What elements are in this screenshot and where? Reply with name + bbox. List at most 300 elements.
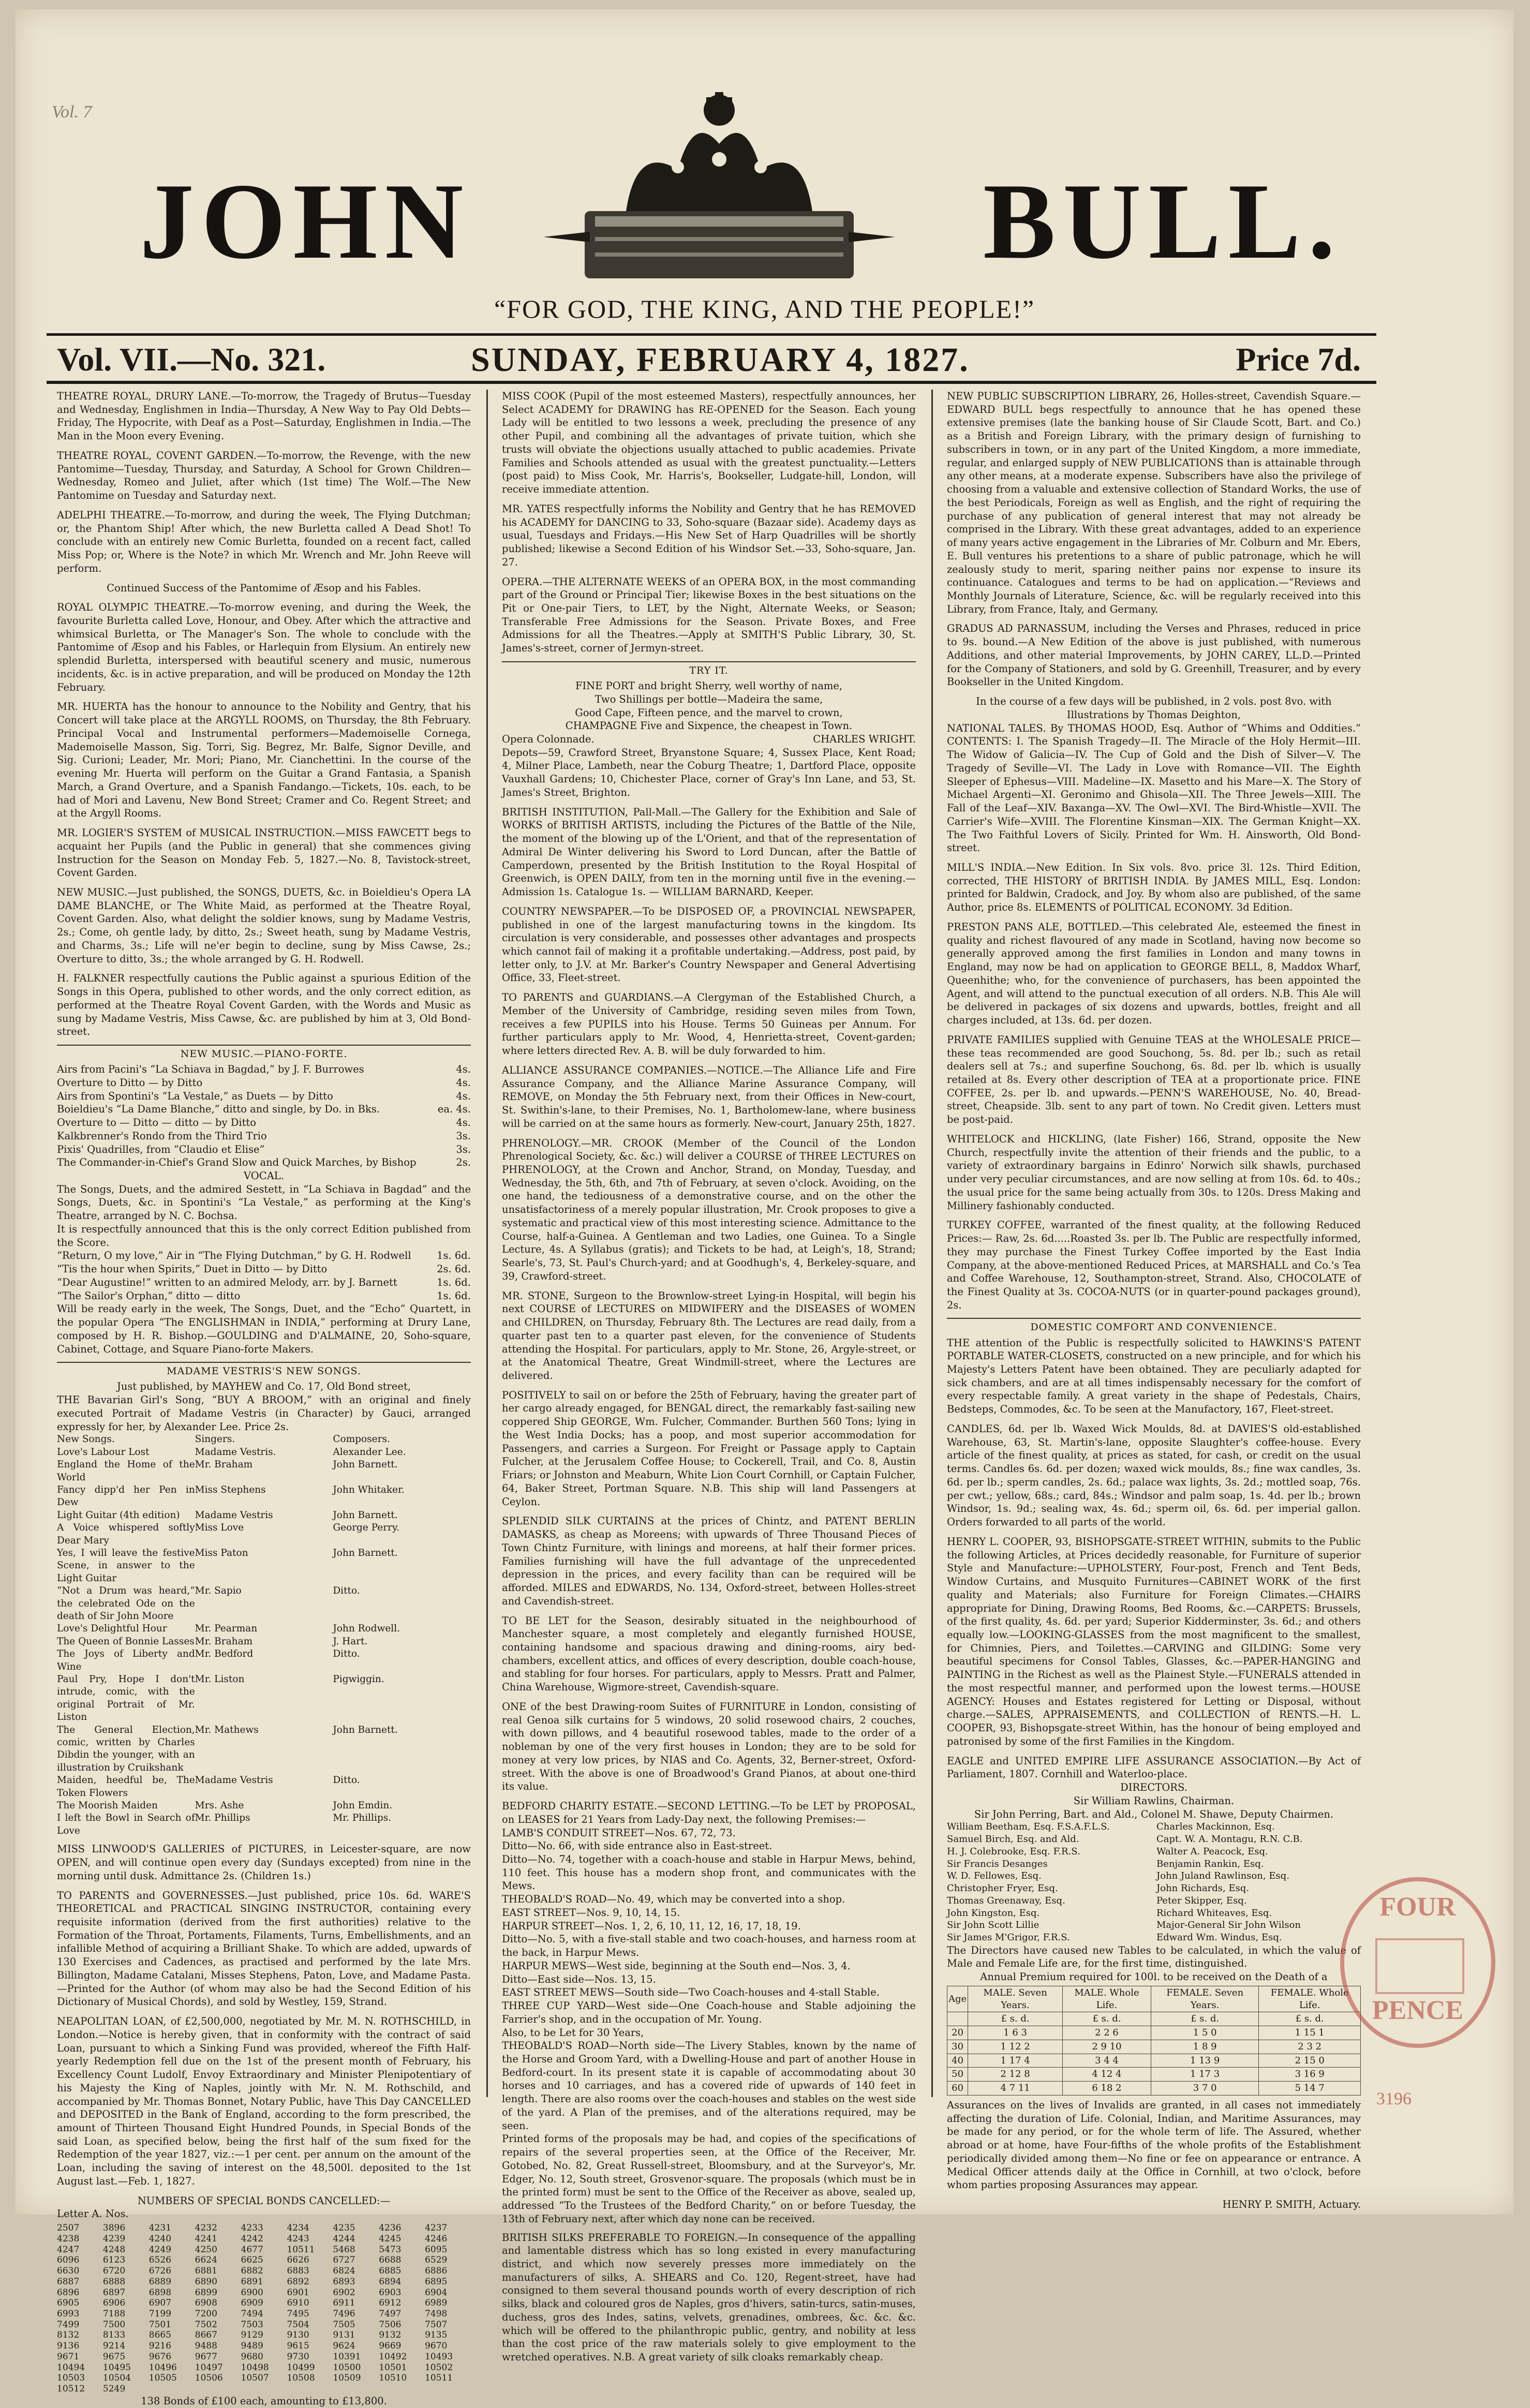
premium-cell: 2 12 8 bbox=[968, 2068, 1063, 2082]
song-composer: Alexander Lee. bbox=[333, 1446, 406, 1458]
bond-number: 6123 bbox=[102, 2255, 126, 2266]
bond-number: 7497 bbox=[379, 2309, 402, 2319]
bond-number: 4245 bbox=[379, 2233, 402, 2244]
music-price: 2s. bbox=[456, 1156, 471, 1169]
music-price: 3s. bbox=[456, 1143, 471, 1155]
premium-col: Age bbox=[947, 1986, 968, 2012]
music-title: Boieldieu's “La Dame Blanche,” ditto and single, by Do. in Bks. bbox=[57, 1103, 380, 1116]
bedford-item: Ditto—No. 74, together with a coach-house and stable in Harpur Mews, behind, 110 feet. This house has a modern shop front, and communicates with the Mews. bbox=[502, 1853, 916, 1892]
ad-falkner-caution: H. FALKNER respectfully cautions the Public against a spurious Edition of the Songs in this Opera, published to other words, and the only correct edition, as performed at the Theatre Royal Covent Garden, with the Words and Music as sung by Madame Vestris, Miss Cawse, &c. are published by him at 3, Old Bond-street. bbox=[57, 972, 471, 1038]
premium-cell: 3 16 9 bbox=[1259, 2068, 1361, 2082]
music-row bbox=[57, 1116, 471, 1129]
song-composer: George Perry. bbox=[333, 1522, 399, 1534]
bond-number: 6911 bbox=[333, 2298, 355, 2309]
director-name: Walter A. Peacock, Esq. bbox=[1156, 1846, 1268, 1857]
ad-forthcoming: In the course of a few days will be published, in 2 vols. post 8vo. with Illustrations by Thomas Deighton, bbox=[976, 695, 1332, 721]
tryit-line: CHAMPAGNE Five and Sixpence, the cheapest in Town. bbox=[565, 720, 853, 732]
premium-col: FEMALE. Whole Life. bbox=[1259, 1986, 1361, 2012]
music-price: 4s. bbox=[456, 1090, 471, 1102]
bond-number: 8132 bbox=[57, 2330, 80, 2341]
premium-cell: 2 2 6 bbox=[1063, 2026, 1151, 2040]
song-singer: Mr. Braham bbox=[195, 1459, 253, 1470]
song-row bbox=[57, 1547, 471, 1585]
bond-number: 7503 bbox=[241, 2319, 263, 2330]
issue-date: SUNDAY, FEBRUARY 4, 1827. bbox=[471, 341, 970, 379]
music-row bbox=[57, 1076, 471, 1090]
ad-candles: CANDLES, 6d. per lb. Waxed Wick Moulds, 8d. at DAVIES'S old-established Warehouse, 63, St. Martin's-lane, opposite Slaughter's coffee-house. Every article of the finest quality, at prices as stated, for cash, or credit on the usual terms. Candles 6s. 6d. per dozen; waxed wick moulds, 8s.; fine wax candles, 3s. 6d. per lb.; sperm candles, 2s. 6d.; palace wax lights, 3s. 2d.; mottled soap, 76s. per cwt.; yellow, 68s.; card, 84s.; Windsor and palm soap, 1s. 4d. per lb.; brown Windsor, 1s. 9d.; sealing wax, 4s. 6d.; sperm oil, 6s. 6d. per imperial gallon. Orders forwarded to all parts of the world. bbox=[947, 1422, 1361, 1528]
newspaper-page bbox=[16, 9, 1513, 2407]
bond-number: 7502 bbox=[195, 2319, 217, 2330]
song-row bbox=[57, 1522, 471, 1547]
tax-stamp bbox=[1340, 1877, 1495, 2048]
song-row bbox=[57, 1724, 471, 1775]
bond-number: 10492 bbox=[379, 2351, 407, 2362]
bond-number: 9671 bbox=[57, 2351, 80, 2362]
music-title: Pixis' Quadrilles, from “Claudio et Elise” bbox=[57, 1143, 265, 1155]
song-row bbox=[57, 1812, 471, 1837]
vocal-text: The Songs, Duets, and the admired Sestett, in “La Schiava in Bagdad” and the Songs, Duets, &c. in Spontini's “La Vestale,” as performing at the King's Theatre, arranged by N. C. Bochsa. bbox=[57, 1183, 471, 1222]
song-composer: Ditto. bbox=[333, 1775, 360, 1786]
bond-number: 6896 bbox=[57, 2287, 80, 2298]
song-singer: Madame Vestris bbox=[195, 1509, 273, 1521]
bedford-item: HARPUR STREET—Nos. 1, 2, 6, 10, 11, 12, 16, 17, 18, 19. bbox=[502, 1920, 801, 1932]
tryit-line: FINE PORT and bright Sherry, well worthy of name, bbox=[575, 680, 843, 692]
vestris-text: THE Bavarian Girl's Song, “BUY A BROOM,” with an original and finely executed Portrait of Madame Vestris (in Character) by Gauci, arranged expressly for her, by Alexander Lee. Price 2s. bbox=[57, 1394, 471, 1433]
bond-number: 9214 bbox=[102, 2341, 126, 2352]
bedford-item: Printed forms of the proposals may be had, and copies of the specifications of repairs of the several properties seen, at the Office of the Receiver, Mr. Gotobed, No. 82, Great Russell-street, Bloomsbury, and at the Surveyor's, Mr. Edger, No. 12, South street, Grosvenor-square. The proposals (which must be in the printed form) must be sent to the Office of the Receiver as above, sealed up, addressed “To the Trustees of the Bedford Charity,” on or before Tuesday, the 13th of February next, after which day none can be received. bbox=[502, 2133, 916, 2225]
ad-covent-garden: THEATRE ROYAL, COVENT GARDEN.—To-morrow, the Revenge, with the new Pantomime—Tuesday, Thursday, and Saturday, A School for Grown Children—Wednesday, Romeo and Juliet, after which (1st time) The Wolf.—The New Pantomime on Tuesday and Saturday next. bbox=[57, 449, 471, 502]
premium-row bbox=[947, 2054, 1361, 2068]
director-name: John Richards, Esq. bbox=[1156, 1883, 1250, 1894]
song-title: A Voice whispered softly Dear Mary bbox=[57, 1522, 195, 1546]
song-title: Maiden, heedful be, The Token Flowers bbox=[57, 1775, 195, 1798]
ad-mr-yates: MR. YATES respectfully informs the Nobility and Gentry that he has REMOVED his ACADEMY for DANCING to 33, Soho-square (Bazaar side). Academy days as usual, Tuesdays and Fridays.—His New Set of Harp Quadrilles will be shortly published; likewise a Second Edition of his Windsor Set.—33, Soho-square, Jan. 27. bbox=[502, 502, 916, 568]
eagle-signature: HENRY P. SMITH, Actuary. bbox=[1222, 2198, 1361, 2211]
song-row bbox=[57, 1509, 471, 1522]
song-composer: John Barnett. bbox=[333, 1724, 398, 1735]
tryit-line: Good Cape, Fifteen pence, and the marvel to crown, bbox=[575, 706, 843, 719]
bond-number: 7500 bbox=[102, 2319, 126, 2330]
bond-number: 8667 bbox=[195, 2330, 217, 2341]
bond-number: 10502 bbox=[425, 2362, 453, 2373]
bond-number: 4233 bbox=[241, 2223, 263, 2234]
bond-number: 6885 bbox=[379, 2266, 402, 2277]
director-name: Sir James M'Grigor, F.R.S. bbox=[947, 1932, 1070, 1943]
ad-linwood: MISS LINWOOD'S GALLERIES of PICTURES, in Leicester-square, are now OPEN, and will continue open every day (Sundays excepted) from nine in the morning until dusk. Admittance 2s. (Children 1s.) bbox=[57, 1843, 471, 1882]
vestris-sub: Just published, by MAYHEW and Co. 17, Old Bond street, bbox=[117, 1380, 411, 1393]
ad-opera-box: OPERA.—THE ALTERNATE WEEKS of an OPERA BOX, in the most commanding part of the Ground or Principal Tier; likewise Boxes in the best situations on the Pit or One-pair Tiers, to LET, by the Night, Alternate Weeks, or Season; Transferable Free Admissions for the Season. Private Boxes, and Free Admissions for all the Theatres.—Apply at SMITH'S Public Library, 30, St. James's-street, corner of Jermyn-street. bbox=[502, 575, 916, 655]
song-composer: John Barnett. bbox=[333, 1547, 398, 1558]
bedford-item: THEOBALD'S ROAD—No. 49, which may be converted into a shop. bbox=[502, 1893, 845, 1906]
song-title: The Joys of Liberty and Wine bbox=[57, 1648, 195, 1672]
vocal-price: 1s. 6d. bbox=[437, 1276, 471, 1288]
bond-number: 6726 bbox=[148, 2266, 172, 2277]
vocal-row bbox=[57, 1262, 471, 1276]
bond-number: 4249 bbox=[148, 2244, 172, 2255]
premium-row bbox=[947, 2068, 1361, 2082]
ad-depots: Depots—59, Crawford Street, Bryanstone Square; 4, Sussex Place, Kent Road; 4, Milner Place, Lambeth, near the Coburg Theatre; 1, Dartford Place, opposite Vauxhall Gardens; 10, Chichester Place, corner of Gray's Inn Lane, and 53, St. James's Street, Brighton. bbox=[502, 746, 916, 798]
director-name: W. D. Fellowes, Esq. bbox=[947, 1870, 1042, 1882]
bond-number: 9488 bbox=[195, 2341, 217, 2352]
music-row bbox=[57, 1129, 471, 1143]
premium-cell: 1 15 1 bbox=[1259, 2026, 1361, 2040]
bond-number: 10508 bbox=[287, 2373, 315, 2384]
bond-number: 6912 bbox=[379, 2298, 402, 2309]
vocal-price: 1s. 6d. bbox=[437, 1289, 471, 1302]
ad-british-institution: BRITISH INSTITUTION, Pall-Mall.—The Gallery for the Exhibition and Sale of WORKS of BRITISH ARTISTS, including the Pictures of the Battle of the Nile, the moment of the blowing up of the L'Orient, and that of the representation of Admiral De Winter delivering his Sword to Lord Duncan, after the Battle of Camperdown, presented by the British Institution to the Royal Hospital of Greenwich, is OPEN DAILY, from ten in the morning until five in the evening.—Admission 1s. Catalogue 1s. — WILLIAM BARNARD, Keeper. bbox=[502, 806, 916, 898]
bond-number: 10503 bbox=[57, 2373, 85, 2384]
bond-number: 4242 bbox=[241, 2233, 263, 2244]
bonds-total: 138 Bonds of £100 each, amounting to £13,800. bbox=[141, 2395, 387, 2407]
song-composer: Ditto. bbox=[333, 1585, 360, 1597]
music-title: The Commander-in-Chief's Grand Slow and Quick Marches, by Bishop bbox=[57, 1156, 417, 1169]
song-title: England the Home of the World bbox=[57, 1459, 195, 1483]
bond-number: 9129 bbox=[241, 2330, 263, 2341]
premium-table bbox=[947, 1986, 1361, 2095]
ad-water-closets: THE attention of the Public is respectfully solicited to HAWKINS'S PATENT PORTABLE WATER-CLOSETS, constructed on a new principle, and for which his Majesty's Letters Patent have been obtained. They are peculiarly adapted for sick chambers, and are at all times indispensably necessary for the comfort of every respectable family. A great variety in the shape of Pedestals, Chairs, Bedsteps, Commodes, &c. To be seen at the Manufactory, 167, Fleet-street. bbox=[947, 1336, 1361, 1416]
song-title: “Not a Drum was heard,” the celebrated Ode on the death of Sir John Moore bbox=[57, 1585, 195, 1622]
song-singer: Mr. Sapio bbox=[195, 1585, 242, 1597]
bond-number: 6824 bbox=[333, 2266, 355, 2277]
music-title: Overture to — Ditto — ditto — by Ditto bbox=[57, 1117, 256, 1129]
bond-number: 8133 bbox=[102, 2330, 126, 2341]
bond-number: 6993 bbox=[57, 2309, 80, 2319]
music-price: 4s. bbox=[456, 1117, 471, 1129]
director-name: William Beetham, Esq. F.S.A.F.L.S. bbox=[947, 1821, 1110, 1833]
bond-number: 9680 bbox=[241, 2351, 263, 2362]
bond-number: 8665 bbox=[148, 2330, 172, 2341]
premium-cell: 20 bbox=[947, 2026, 968, 2040]
director-name: H. J. Colebrooke, Esq. F.R.S. bbox=[947, 1846, 1080, 1857]
bonds-heading: NUMBERS OF SPECIAL BONDS CANCELLED:— bbox=[137, 2194, 391, 2207]
bond-number: 6989 bbox=[425, 2298, 448, 2309]
bond-number: 3896 bbox=[102, 2223, 126, 2234]
bond-number: 10391 bbox=[333, 2351, 361, 2362]
issue-volume: Vol. VII.—No. 321. bbox=[57, 341, 326, 378]
premium-cell: 6 18 2 bbox=[1063, 2082, 1151, 2095]
ad-alliance-assurance: ALLIANCE ASSURANCE COMPANIES.—NOTICE.—The Alliance Life and Fire Assurance Company, and the Alliance Marine Assurance Company, will REMOVE, on Monday the 5th February next, from their Offices in New-court, St. Swithin's-lane, to their Premises, No. 1, Bartholomew-lane, where business will be carried on at the same hours as formerly. New-court, January 25th, 1827. bbox=[502, 1064, 916, 1129]
masthead-motto: “FOR GOD, THE KING, AND THE PEOPLE!” bbox=[494, 294, 1035, 323]
bond-number: 6096 bbox=[57, 2255, 80, 2266]
songs-list bbox=[57, 1446, 471, 1838]
song-singer: Madame Vestris bbox=[195, 1775, 273, 1786]
bedford-item: EAST STREET MEWS—South side—Two Coach-houses and 4-stall Stable. bbox=[502, 1986, 880, 1999]
bond-number: 10510 bbox=[379, 2373, 407, 2384]
bond-number: 6895 bbox=[425, 2276, 448, 2287]
bond-number: 6529 bbox=[425, 2255, 448, 2266]
bond-number: 7499 bbox=[57, 2319, 80, 2330]
stamp-number: 3196 bbox=[1376, 2089, 1412, 2108]
bond-number: 7501 bbox=[148, 2319, 172, 2330]
songs-col-singer: Singers. bbox=[195, 1434, 235, 1445]
bond-number: 7494 bbox=[241, 2309, 263, 2319]
bond-number: 6910 bbox=[287, 2298, 309, 2309]
ad-adelphi: ADELPHI THEATRE.—To-morrow, and during the week, The Flying Dutchman; or, the Phantom Ship! After which, the new Burletta called A Dead Shot! To conclude with an entirely new Comic Burletta, founded on a recent fact, called Miss Pop; or, Where is the Note? in which Mr. Wrench and Mr. John Reeve will perform. bbox=[57, 509, 471, 574]
domestic-comfort-heading: DOMESTIC COMFORT AND CONVENIENCE. bbox=[947, 1318, 1361, 1334]
song-singer: Mr. Mathews bbox=[195, 1724, 259, 1735]
premium-unit: £ s. d. bbox=[968, 2012, 1063, 2026]
bond-number: 6887 bbox=[57, 2276, 80, 2287]
stamp-crown-mark bbox=[1375, 1938, 1464, 1994]
premium-cell: 1 17 4 bbox=[968, 2054, 1063, 2068]
ad-subscription-library: NEW PUBLIC SUBSCRIPTION LIBRARY, 26, Holles-street, Cavendish Square.—EDWARD BULL begs respectfully to announce that he has opened these extensive premises (late the banking house of Sir Claude Scott, Bart. and Co.) as a British and Foreign Library, with the primary design of furnishing to subscribers in town, or in any part of the United Kingdom, a more immediate, regular, and enlarged supply of NEW PUBLICATIONS than is attainable through any other means, at a moderate expense. Subscribers have also the privilege of choosing from a valuable and extensive collection of Standard Works, the use of the best Periodicals, Foreign as well as English, and the right of requiring the purchase of any publication of general interest that may not already be comprised in the Library. With these great advantages, added to an experience of many years active engagement in the Libraries of Mr. Colburn and Mr. Ebers, E. Bull ventures his pretentions to a share of public patronage, which he will zealously study to merit, sparing neither pains nor expense to insure its continuance. Catalogues and terms to be had on application.—“Reviews and Monthly Journals of Literature, Science, &c. will be regularly received into this Library, from France, Italy, and Germany. bbox=[947, 390, 1361, 615]
bond-number: 10501 bbox=[379, 2362, 407, 2373]
song-composer: John Rodwell. bbox=[333, 1623, 400, 1634]
bond-number: 4677 bbox=[241, 2244, 263, 2255]
ad-parents-guardians: TO PARENTS and GUARDIANS.—A Clergyman of the Established Church, a Member of the University of Cambridge, residing seven miles from Town, receives a few PUPILS into his House. Terms 50 Guineas per Annum. For further particulars apply to Mr. Wood, 4, Henrietta-street, Covent-garden; where letters directed Rev. A. B. will be duly forwarded to him. bbox=[502, 991, 916, 1057]
music-price: 4s. bbox=[456, 1076, 471, 1089]
bond-number: 6897 bbox=[102, 2287, 126, 2298]
vocal-title: “The Sailor's Orphan,” ditto — ditto bbox=[57, 1289, 241, 1302]
bond-number: 6886 bbox=[425, 2266, 448, 2277]
song-title: Light Guitar (4th edition) bbox=[57, 1509, 180, 1521]
song-singer: Miss Paton bbox=[195, 1547, 248, 1558]
bond-number: 9676 bbox=[148, 2351, 172, 2362]
premium-unit: £ s. d. bbox=[1259, 2012, 1361, 2026]
ad-ware-instructor: TO PARENTS and GOVERNESSES.—Just published, price 10s. 6d. WARE'S THEORETICAL and PRACTICAL SINGING INSTRUCTOR, containing every requisite information (derived from the first authorities) relative to the Formation of the Throat, Portaments, Filaments, Turns, Embellishments, and an infallible Method of acquiring a Brilliant Shake. To which are added, upwards of 130 Exercises and Cadences, as practised and performed by the late Mrs. Billington, Madame Catalani, Misses Stephens, Paton, Love, and Madame Pasta.—Printed for the Author (of whom may also be had the Second Edition of his Dictionary of Musical Chords), and sold by Westley, 159, Strand. bbox=[57, 1889, 471, 2008]
bond-number: 4247 bbox=[57, 2244, 80, 2255]
premium-cell: 50 bbox=[947, 2068, 968, 2082]
ad-aesop-note: Continued Success of the Pantomime of Æsop and his Fables. bbox=[107, 582, 421, 594]
bond-number: 6720 bbox=[102, 2266, 126, 2277]
bond-number: 4234 bbox=[287, 2223, 309, 2234]
premium-table-units bbox=[947, 2012, 1361, 2026]
issue-line bbox=[57, 340, 1361, 382]
songs-col-composer: Composers. bbox=[333, 1434, 390, 1445]
music-row bbox=[57, 1090, 471, 1103]
bond-number: 6900 bbox=[241, 2287, 263, 2298]
premium-cell: 3 7 0 bbox=[1151, 2082, 1258, 2095]
bond-number: 10511 bbox=[425, 2373, 453, 2384]
bond-number: 9136 bbox=[57, 2341, 80, 2352]
song-composer: John Emdin. bbox=[333, 1800, 393, 1811]
premium-col: FEMALE. Seven Years. bbox=[1151, 1986, 1258, 2012]
ad-huerta-concert: MR. HUERTA has the honour to announce to the Nobility and Gentry, that his Concert will take place at the ARGYLL ROOMS, on Thursday, the 8th February. Principal Vocal and Instrumental performers—Mademoiselle Cornega, Mademoiselle Masson, Sig. Torri, Sig. Begrez, Mr. Balfe, Signor Deville, and Sig. Curioni; Leader, Mr. Mori; Piano, Mr. Cianchettini. In the course of the evening Mr. Huerta will perform on the Guitar a Grand Fantasia, a Spanish March, a Grand Overture, and a Spanish Fandango.—Tickets, 10s. each, to be had of Mori and Lavenu, New Bond Street; Cramer and Co. Regent Street; and at the Argyll Rooms. bbox=[57, 701, 471, 820]
ad-miss-cook: MISS COOK (Pupil of the most esteemed Masters), respectfully announces, her Select ACADEMY for DRAWING has RE-OPENED for the Season. Each young Lady will be entitled to two lessons a week, precluding the presence of any other Pupil, and combining all the advantages of private tuition, which she trusts will obviate the objections usually attached to public academies. Private Families and Schools attended as usual with the greatest punctuality.—Letters (post paid) to Miss Cook, Mr. Harris's, Bookseller, Ludgate-hill, London, will receive immediate attention. bbox=[502, 390, 916, 496]
bond-number: 6902 bbox=[333, 2287, 355, 2298]
director-name: Benjamin Rankin, Esq. bbox=[1156, 1858, 1264, 1869]
premium-cell: 1 13 9 bbox=[1151, 2054, 1258, 2068]
music-row bbox=[57, 1103, 471, 1116]
song-title: Paul Pry, Hope I don't intrude, comic, with the original Portrait of Mr. Liston bbox=[57, 1674, 195, 1723]
songs-col-title: New Songs. bbox=[57, 1434, 115, 1445]
bond-number: 6888 bbox=[102, 2276, 126, 2287]
song-title: The Moorish Maiden bbox=[57, 1800, 158, 1811]
bond-number: 6882 bbox=[241, 2266, 263, 2277]
bond-number: 10511 bbox=[287, 2244, 315, 2255]
bond-number: 4240 bbox=[148, 2233, 172, 2244]
ad-turkey-coffee: TURKEY COFFEE, warranted of the finest quality, at the following Reduced Prices:— Raw, 2s. 6d.....Roasted 3s. per lb. The Public are respectfully informed, they may purchase the Finest Turkey Coffee imported by the East India Company, at the above-mentioned Reduced Prices, at MARSHALL and Co.'s Tea and Coffee Warehouse, 12, Southampton-street, Strand. Also, CHOCOLATE of the Finest Quality at 3s. COCOA-NUTS (or in quarter-pound packages ground), 2s. bbox=[947, 1219, 1361, 1311]
bedford-item: THEOBALD'S ROAD—North side—The Livery Stables, known by the name of the Horse and Groom Yard, with a Dwelling-House and part of another House in Bedford-court. In its present state it is capable of accommodating about 30 horses and 10 carriages, and has a covered ride of upwards of 140 feet in length. There are also rooms over the coach-houses and stables on the west side of the yard. A Plan of the premises, and of the alterations required, may be seen. bbox=[502, 2040, 916, 2132]
vocal-price: 1s. 6d. bbox=[437, 1250, 471, 1262]
bond-number: 4236 bbox=[379, 2223, 402, 2234]
song-singer: Madame Vestris. bbox=[195, 1446, 276, 1458]
ad-mr-stone: MR. STONE, Surgeon to the Brownlow-street Lying-in Hospital, will begin his next COURSE of LECTURES on MIDWIFERY and the DISEASES of WOMEN and CHILDREN, on Thursday, February 8th. The Lectures are read daily, from a quarter past ten to a quarter past eleven, for the convenience of Students attending the Hospital. For particulars, apply to Mr. Stone, 26, Argyle-street, or at the Anatomical Theatre, Great Windmill-street, where the Lectures are delivered. bbox=[502, 1289, 916, 1382]
premium-cell: 2 15 0 bbox=[1259, 2054, 1361, 2068]
ad-bedford-heading: BEDFORD CHARITY ESTATE.—SECOND LETTING.—To be LET by PROPOSAL, on LEASES for 21 Years from Lady-Day next, the following Premises:— bbox=[502, 1800, 916, 1825]
bond-number: 6727 bbox=[333, 2255, 355, 2266]
bond-number: 9675 bbox=[102, 2351, 126, 2362]
director-name: Sir John Scott Lillie bbox=[947, 1920, 1039, 1931]
bond-number: 9130 bbox=[287, 2330, 309, 2341]
bond-number: 6624 bbox=[195, 2255, 217, 2266]
premium-cell: 40 bbox=[947, 2054, 968, 2068]
director-name: Richard Whiteaves, Esq. bbox=[1156, 1907, 1272, 1919]
ad-drury-lane: THEATRE ROYAL, DRURY LANE.—To-morrow, the Tragedy of Brutus—Tuesday and Wednesday, Englishmen in India—Thursday, A New Way to Pay Old Debts—Friday, The Hypocrite, with Deaf as a Post—Saturday, Englishmen in India.—The Man in the Moon every Evening. bbox=[57, 390, 471, 442]
masthead-title-left: JOHN bbox=[140, 161, 471, 281]
header-rule-bottom bbox=[47, 381, 1376, 384]
song-singer: Mr. Braham bbox=[195, 1636, 253, 1647]
bond-number: 10499 bbox=[287, 2362, 315, 2373]
music-price: 4s. bbox=[456, 1063, 471, 1076]
vocal-price: 2s. 6d. bbox=[437, 1263, 471, 1275]
tryit-line: Two Shillings per bottle—Madeira the same, bbox=[595, 693, 823, 705]
songs-header bbox=[57, 1433, 471, 1446]
stamp-bottom-text: PENCE bbox=[1372, 1996, 1464, 2025]
bond-number: 4235 bbox=[333, 2223, 355, 2234]
bond-number: 6901 bbox=[287, 2287, 309, 2298]
bond-number: 4246 bbox=[425, 2233, 448, 2244]
ad-house-to-let: TO BE LET for the Season, desirably situated in the neighbourhood of Manchester square, a most completely and elegantly furnished HOUSE, containing handsome and spacious drawing and dining-rooms, airy bed-chambers, excellent attics, and offices of every description, double coach-house, and stabling for four horses. For particulars, apply to Messrs. Pratt and Palmer, China Warehouse, Wigmore-street, Cavendish-square. bbox=[502, 1614, 916, 1693]
music-title: Overture to Ditto — by Ditto bbox=[57, 1076, 203, 1089]
eagle-heading: EAGLE and UNITED EMPIRE LIFE ASSURANCE ASSOCIATION.—By Act of Parliament, 1807. Cornhill and Waterloo-place. bbox=[947, 1755, 1361, 1780]
bond-number: 6890 bbox=[195, 2276, 217, 2287]
bond-number: 6894 bbox=[379, 2276, 402, 2287]
ad-neapolitan-loan: NEAPOLITAN LOAN, of £2,500,000, negotiated by Mr. M. N. ROTHSCHILD, in London.—Notice is hereby given, that in conformity with the contract of said Loan, pursuant to which a Sinking Fund was provided, whereof the Fifth Half-yearly Redemption fell due on the 1st of the present month of February, his Excellency Count Ludolf, Envoy Extraordinary and Minister Plenipotentiary of his Majesty the King of Naples, jointly with Mr. N. M. Rothschild, and accompanied by Mr. Thomas Bonnet, Notary Public, have This Day CANCELLED and DEPOSITED in the Bank of England, according to the form prescribed, the amount of Thirteen Thousand Eight Hundred Pounds, in Special Bonds of the said Loan, as specified below, being the first half of the sum fixed for the Redemption of the year 1827, viz.:—1 per cent. per annum on the amount of the Loan, including the saving of interest on the 48,500l. deposited to the 1st August last.—Feb. 1, 1827. bbox=[57, 2015, 471, 2187]
premium-cell: 2 9 10 bbox=[1063, 2040, 1151, 2054]
bond-number: 4244 bbox=[333, 2233, 355, 2244]
premium-cell: 4 7 11 bbox=[968, 2082, 1063, 2095]
song-row bbox=[57, 1484, 471, 1509]
bond-number: 4238 bbox=[57, 2233, 80, 2244]
premium-cell: 1 8 9 bbox=[1151, 2040, 1258, 2054]
masthead-title-right: BULL. bbox=[983, 161, 1343, 281]
song-title: Love's Delightful Hour bbox=[57, 1623, 167, 1634]
director-name: Sir Francis Desanges bbox=[947, 1858, 1048, 1869]
header-rule-top bbox=[47, 333, 1376, 336]
director-name: Christopher Fryer, Esq. bbox=[947, 1883, 1058, 1894]
premium-col: MALE. Seven Years. bbox=[968, 1986, 1063, 2012]
song-composer: Pigwiggin. bbox=[333, 1674, 384, 1685]
song-composer: J. Hart. bbox=[333, 1636, 368, 1647]
bond-number: 6630 bbox=[57, 2266, 80, 2277]
bedford-list bbox=[502, 1826, 916, 2226]
song-title: I left the Bowl in Search of Love bbox=[57, 1812, 195, 1836]
bond-number: 7506 bbox=[379, 2319, 402, 2330]
song-title: The General Election, comic, written by Charles Dibdin the younger, with an illustration by Cruikshank bbox=[57, 1724, 195, 1773]
bond-number: 9624 bbox=[333, 2341, 355, 2352]
song-composer: John Barnett. bbox=[333, 1459, 398, 1470]
bond-number: 6891 bbox=[241, 2276, 263, 2287]
director-name: Major-General Sir John Wilson bbox=[1156, 1920, 1301, 1931]
eagle-deputy: Sir John Perring, Bart. and Ald., Colonel M. Shawe, Deputy Chairmen. bbox=[974, 1808, 1334, 1820]
bond-number: 6906 bbox=[102, 2298, 126, 2309]
premium-cell: 60 bbox=[947, 2082, 968, 2095]
premium-cell: 5 14 7 bbox=[1259, 2082, 1361, 2095]
song-title: Fancy dipp'd her Pen in Dew bbox=[57, 1484, 195, 1508]
bond-number: 9489 bbox=[241, 2341, 263, 2352]
bond-number: 7505 bbox=[333, 2319, 355, 2330]
vocal-tail: Will be ready early in the week, The Songs, Duet, and the “Echo” Quartett, in the popular Opera “The ENGLISHMAN in INDIA,” performing at Drury Lane, composed by H. R. Bishop.—GOULDING and D'ALMAINE, 20, Soho-square, Cabinet, Cottage, and Square Piano-forte Makers. bbox=[57, 1303, 471, 1355]
song-singer: Miss Love bbox=[195, 1522, 244, 1534]
director-name: Capt. W. A. Montagu, R.N. C.B. bbox=[1156, 1834, 1303, 1845]
bond-number: 9669 bbox=[379, 2341, 402, 2352]
premium-unit: £ s. d. bbox=[1063, 2012, 1151, 2026]
bond-number: 10495 bbox=[102, 2362, 131, 2373]
music-price: ea. 4s. bbox=[437, 1103, 471, 1116]
eagle-directors-heading: DIRECTORS. bbox=[1120, 1781, 1187, 1794]
premium-cell: 1 6 3 bbox=[968, 2026, 1063, 2040]
bond-number: 4237 bbox=[425, 2223, 448, 2234]
bond-number: 6526 bbox=[148, 2255, 172, 2266]
ad-whitelock-hickling: WHITELOCK and HICKLING, (late Fisher) 166, Strand, opposite the New Church, respectfully invite the attention of their friends and the public, to a variety of extraordinary bargains in Edinro' Norwich silk shawls, purchased under very peculiar circumstances, and are now selling at from 10s. 6d. to 40s.; the usual price for the same being actually from 30s. to 120s. Dress Making and Millinery fashionably conducted. bbox=[947, 1133, 1361, 1212]
ad-country-newspaper: COUNTRY NEWSPAPER.—To be DISPOSED OF, a PROVINCIAL NEWSPAPER, published in one of the largest manufacturing towns in the kingdom. Its circulation is very considerable, and possesses other advantages and prospects which cannot fail of making it a profitable undertaking.—Address, post paid, by letter only, to J.V. at Mr. Barker's Country Newspaper and General Advertising Office, 33, Fleet-street. bbox=[502, 905, 916, 984]
premium-table-body bbox=[947, 2026, 1361, 2095]
premium-cell: 1 12 2 bbox=[968, 2040, 1063, 2054]
bond-number: 9135 bbox=[425, 2330, 448, 2341]
bedford-item: HARPUR MEWS—West side, beginning at the South end—Nos. 3, 4. bbox=[502, 1959, 851, 1972]
song-row bbox=[57, 1459, 471, 1484]
song-singer: Mr. Phillips bbox=[195, 1812, 250, 1824]
music-row bbox=[57, 1063, 471, 1076]
masthead bbox=[16, 9, 1513, 340]
bond-number: 4239 bbox=[102, 2233, 126, 2244]
tryit-heading: TRY IT. bbox=[502, 661, 916, 677]
eagle-tail: Assurances on the lives of Invalids are granted, in all cases not immediately affecting the duration of Life. Colonial, Indian, and Maritime Assurances, may be made for any period, or for the whole term of life. The Assured, whether abroad or at home, have Four-fifths of the whole profits of the Establishment periodically divided among them—No fine or fee on appearance or entrance. A Medical Officer attends daily at the Office in Cornhill, at two o'clock, before whom parties proposing Assurances may appear. bbox=[947, 2099, 1361, 2191]
bond-number: 6892 bbox=[287, 2276, 309, 2287]
tryit-name: CHARLES WRIGHT. bbox=[813, 733, 916, 745]
premium-cell: 3 4 4 bbox=[1063, 2054, 1151, 2068]
stamp-top-text: FOUR bbox=[1379, 1892, 1456, 1922]
vocal-row bbox=[57, 1249, 471, 1262]
bonds-label: Letter A. Nos. bbox=[57, 2208, 129, 2220]
bond-number: 5473 bbox=[379, 2244, 402, 2255]
premium-table-head bbox=[947, 1986, 1361, 2012]
ad-british-silks: BRITISH SILKS PREFERABLE TO FOREIGN.—In consequence of the appalling and lamentable distress which has so long existed in every manufacturing district, and which now severely presses more immediately on the manufacturers of silks, A. SHEARS and Co. 120, Regent-street, have had consigned to them several thousand pounds worth of every description of rich silks, black and coloured gros de Naples, gros d'hivers, satin-turcs, satin-muses, duchess, gros des Indes, satins, velvets, grenadines, ombrees, &c. &c. &c. which will be offered to the philanthropic public, gentry, and nobility at less than the cost price of the raw materials solely to give employment to the wretched operatives. N.B. A great variety of silk cloaks remarkably cheap. bbox=[502, 2231, 916, 2364]
vocal-title: “Tis the hour when Spirits,” Duet in Ditto — by Ditto bbox=[57, 1263, 328, 1275]
bedford-item: Ditto—No. 66, with side entrance also in East-street. bbox=[502, 1840, 773, 1852]
song-row bbox=[57, 1673, 471, 1724]
bond-number: 7200 bbox=[195, 2309, 217, 2319]
column-3 bbox=[947, 390, 1361, 2211]
premium-unit: £ s. d. bbox=[1151, 2012, 1258, 2026]
bond-number: 10505 bbox=[148, 2373, 177, 2384]
bond-number: 10496 bbox=[148, 2362, 177, 2373]
bond-number: 6903 bbox=[379, 2287, 402, 2298]
bond-number: 5468 bbox=[333, 2244, 355, 2255]
bond-number: 6893 bbox=[333, 2276, 355, 2287]
bond-number: 10500 bbox=[333, 2362, 361, 2373]
bond-number: 6625 bbox=[241, 2255, 263, 2266]
tryit-signature bbox=[502, 733, 916, 746]
handwritten-note: Vol. 7 bbox=[52, 102, 92, 122]
ad-preston-pans-ale: PRESTON PANS ALE, BOTTLED.—This celebrated Ale, esteemed the finest in quality and richest flavoured of any made in Scotland, having now become so generally approved among the first families in London and many towns in England, may now be had on application to GEORGE BELL, 8, Maddox Wharf, Queenhithe; who, for the convenience of purchasers, has been appointed the Agent, and will attend to the punctual execution of all orders. N.B. This Ale will be delivered in packages of six dozens and upwards, bottles, freight and all charges included, at 13s. 6d. per dozen. bbox=[947, 920, 1361, 1027]
song-composer: Mr. Phillips. bbox=[333, 1812, 392, 1824]
song-singer: Mr. Pearman bbox=[195, 1623, 258, 1634]
bond-number: 10512 bbox=[57, 2384, 85, 2395]
vocal-heading: VOCAL. bbox=[244, 1170, 284, 1182]
bond-number: 4243 bbox=[287, 2233, 309, 2244]
ad-phrenology: PHRENOLOGY.—MR. CROOK (Member of the Council of the London Phrenological Society, &c. &c.) will deliver a COURSE of THREE LECTURES on PHRENOLOGY, at the Crown and Anchor, Strand, on Monday, Tuesday, and Wednesday, the 5th, 6th, and 7th of February, at seven o'clock. Avoiding, on the one hand, the tediousness of a demonstrative course, and on the other the unsatisfactoriness of a merely popular illustration, Mr. Crook proposes to give a systematic and practical view of this most interesting science. Admittance to the Course, half-a-Guinea. A Gentleman and two Ladies, one Guinea. To a Single Lecture, 4s. A Syllabus (gratis); and Tickets to be had, at Leigh's, 18, Strand; Searle's, 73, St. Paul's Church-yard; and at Goodhugh's, 4, Berkeley-square, and 39, Crawford-street. bbox=[502, 1137, 916, 1282]
bond-number: 6905 bbox=[57, 2298, 80, 2309]
director-name: John Kingston, Esq. bbox=[947, 1907, 1040, 1919]
bond-number: 6626 bbox=[287, 2255, 309, 2266]
bond-number: 7495 bbox=[287, 2309, 309, 2319]
song-title: Yes, I will leave the festive Scene, in answer to the Light Guitar bbox=[57, 1547, 195, 1584]
bond-number: 10506 bbox=[195, 2373, 223, 2384]
premium-cell: 30 bbox=[947, 2040, 968, 2054]
bond-number: 6907 bbox=[148, 2298, 172, 2309]
